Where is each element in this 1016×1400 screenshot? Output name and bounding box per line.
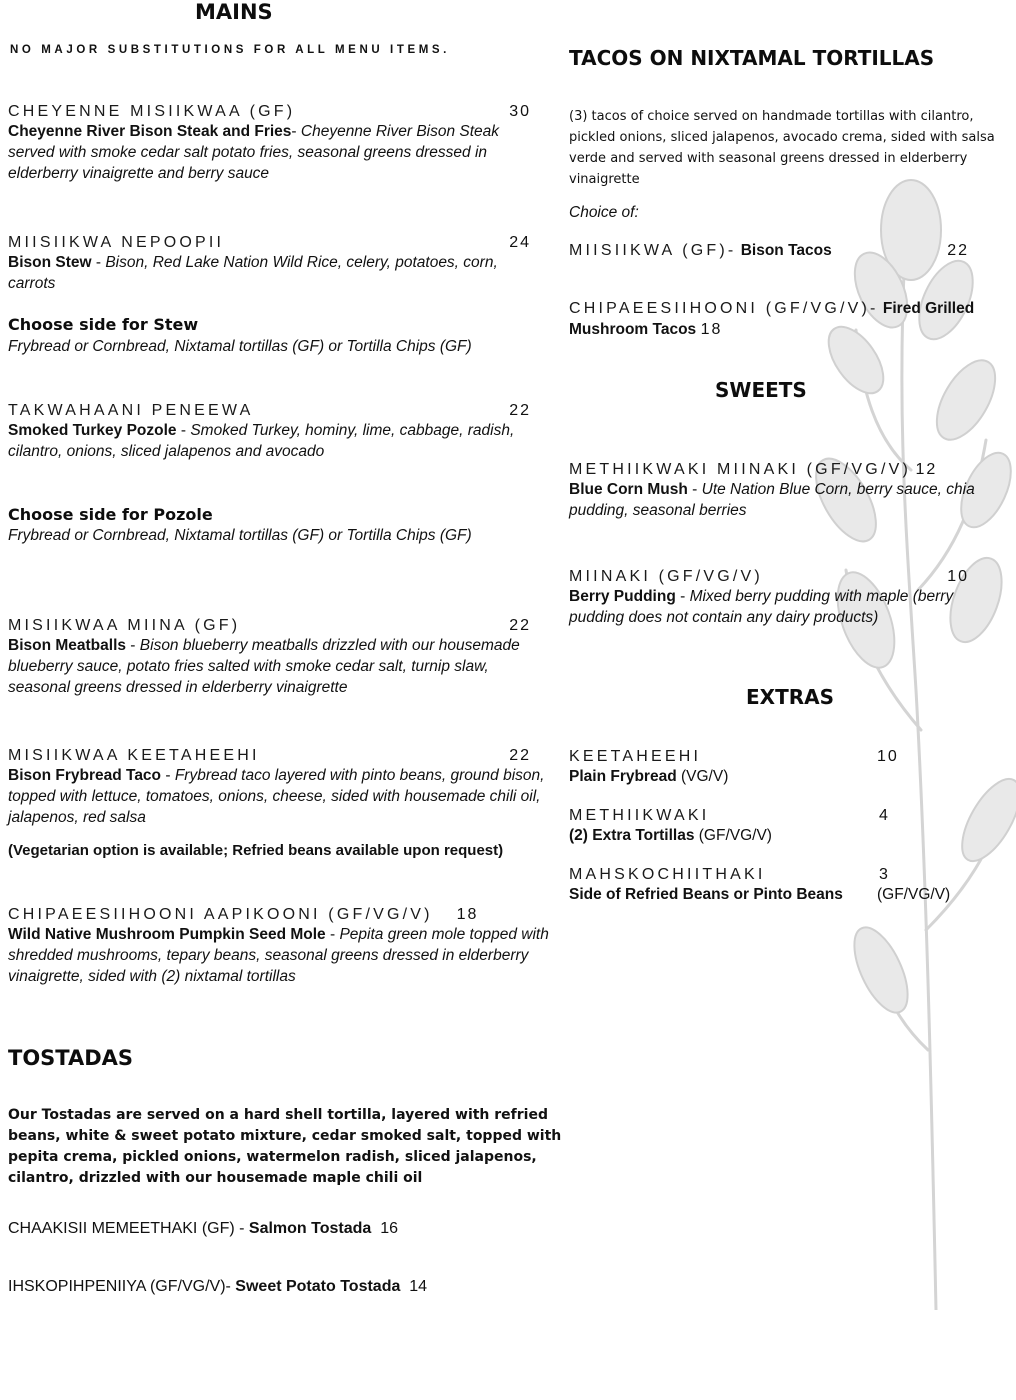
- sweet-price: 10: [947, 568, 969, 585]
- substitution-notice: NO MAJOR SUBSTITUTIONS FOR ALL MENU ITEMS.: [10, 44, 450, 56]
- item-separator: -: [325, 926, 340, 943]
- sweet-item: [569, 461, 989, 521]
- sweet-description: Ute Nation Blue Corn, berry sauce, chia pudding, seasonal berries: [569, 481, 975, 519]
- extra-name: Side of Refried Beans or Pinto Beans: [569, 886, 843, 903]
- item-description: Smoked Turkey, hominy, lime, cabbage, radish, cilantro, onions, sliced jalapenos and avocado: [8, 422, 515, 460]
- item-separator: -: [291, 123, 297, 140]
- item-native-name: MISIIKWAA KEETAHEEHI: [8, 747, 260, 764]
- tostada-native-name: IHSKOPIHPENIIYA (GF/VG/V)-: [8, 1278, 236, 1295]
- extra-tag: (GF/VG/V): [877, 886, 951, 903]
- sweet-description: Mixed berry pudding with maple (berry pudding does not contain any dairy products): [569, 588, 954, 626]
- sweet-separator: -: [687, 481, 702, 498]
- item-name: Smoked Turkey Pozole: [8, 422, 177, 439]
- sweets-heading: SWEETS: [715, 378, 807, 402]
- sweet-separator: -: [675, 588, 690, 605]
- menu-item: [8, 906, 553, 987]
- item-name: Bison Stew: [8, 254, 92, 271]
- item-native-name: MISIIKWAA MIINA (GF): [8, 617, 241, 634]
- item-separator: -: [176, 422, 191, 439]
- stew-side-title: Choose side for Stew: [8, 315, 199, 334]
- extra-tag: (GF/VG/V): [694, 827, 772, 844]
- extra-native-name: KEETAHEEHI: [569, 748, 702, 765]
- item-native-name: TAKWAHAANI PENEEWA: [8, 402, 254, 419]
- taco-item: [569, 242, 969, 260]
- taco-name: Fired Grilled: [878, 300, 975, 317]
- extra-price: 3: [879, 866, 890, 883]
- item-description: Frybread taco layered with pinto beans, ground bison, topped with lettuce, tomatoes, onions, cheese, sided with housemade chili oil, jalapenos, red salsa: [8, 767, 545, 826]
- extra-native-name: METHIIKWAKI: [569, 807, 710, 824]
- taco-item: [569, 300, 1014, 339]
- item-native-name: MIISIIKWA NEPOOPII: [8, 234, 225, 251]
- extra-native-name: MAHSKOCHIITHAKI: [569, 866, 766, 883]
- taco-native-name: MIISIIKWA (GF)-: [569, 242, 737, 259]
- extra-tag: (VG/V): [676, 768, 729, 785]
- tacos-heading: TACOS ON NIXTAMAL TORTILLAS: [569, 46, 935, 70]
- item-price: 22: [509, 747, 531, 764]
- taco-price: 22: [947, 242, 969, 259]
- tostada-native-name: CHAAKISII MEMEETHAKI (GF) -: [8, 1220, 249, 1237]
- sweet-price: 12: [915, 461, 938, 478]
- item-description: Pepita green mole topped with shredded mushrooms, tepary beans, seasonal greens dressed in elderberry vinaigrette, sided with (2) nixtamal tortillas: [8, 926, 549, 985]
- menu-item: [8, 617, 553, 698]
- item-native-name: CHEYENNE MISIIKWAA (GF): [8, 103, 296, 120]
- item-separator: -: [126, 637, 140, 654]
- extra-name: Plain Frybread: [569, 768, 677, 785]
- tostada-item: [8, 1278, 427, 1296]
- item-name: Bison Frybread Taco: [8, 767, 162, 784]
- item-native-name: CHIPAEESIIHOONI AAPIKOONI (GF/VG/V): [8, 906, 433, 923]
- menu-item: [8, 747, 553, 859]
- tacos-choice-label: Choice of:: [569, 204, 639, 221]
- item-price: 18: [456, 906, 479, 923]
- tacos-intro: (3) tacos of choice served on handmade tortillas with cilantro, pickled onions, sliced jalapenos, avocado crema, sided with salsa verde and served with seasonal greens dressed in elderberry vinaigrette: [569, 109, 995, 187]
- stew-side-options: Frybread or Cornbread, Nixtamal tortillas (GF) or Tortilla Chips (GF): [8, 338, 472, 355]
- item-note: (Vegetarian option is available; Refried beans available upon request): [8, 842, 504, 859]
- item-name: Cheyenne River Bison Steak and Fries: [8, 123, 292, 140]
- mains-heading: MAINS: [195, 0, 273, 24]
- taco-price: 18: [700, 321, 723, 338]
- item-separator: -: [91, 254, 106, 271]
- item-price: 24: [509, 234, 531, 251]
- sweet-native-name: METHIIKWAKI MIINAKI (GF/VG/V): [569, 461, 911, 478]
- item-price: 22: [509, 402, 531, 419]
- pozole-side-options: Frybread or Cornbread, Nixtamal tortillas (GF) or Tortilla Chips (GF): [8, 527, 472, 544]
- taco-name: Bison Tacos: [736, 242, 832, 259]
- item-separator: -: [161, 767, 175, 784]
- botanical-watermark-illustration: [786, 170, 1016, 1310]
- extra-item: [569, 807, 969, 846]
- item-name: Wild Native Mushroom Pumpkin Seed Mole: [8, 926, 326, 943]
- extra-name: (2) Extra Tortillas: [569, 827, 695, 844]
- tostada-price: 14: [409, 1278, 428, 1295]
- extra-item: [569, 748, 969, 787]
- menu-item: [8, 103, 553, 184]
- extra-price: 4: [879, 807, 890, 824]
- sweet-native-name: MIINAKI (GF/VG/V): [569, 568, 763, 585]
- item-description: Cheyenne River Bison Steak served with smoke cedar salt potato fries, seasonal greens dressed in elderberry vinaigrette and berry sauce: [8, 123, 500, 182]
- item-description: Bison, Red Lake Nation Wild Rice, celery, potatoes, corn, carrots: [8, 254, 498, 292]
- extra-price: 10: [877, 748, 899, 765]
- sweet-name: Berry Pudding: [569, 588, 676, 605]
- item-name: Bison Meatballs: [8, 637, 126, 654]
- tostadas-intro: Our Tostadas are served on a hard shell tortilla, layered with refried beans, white & sweet potato mixture, cedar smoked salt, topped with pepita crema, pickled onions, watermelon radish, sliced jalapenos, cilantro, drizzled with our housemade maple chili oil: [8, 1107, 562, 1186]
- sweet-item: [569, 568, 969, 628]
- tostada-name: Salmon Tostada: [248, 1220, 372, 1237]
- tostada-price: 16: [380, 1220, 398, 1237]
- item-price: 22: [509, 617, 531, 634]
- extras-heading: EXTRAS: [746, 685, 835, 709]
- sweet-name: Blue Corn Mush: [569, 481, 688, 498]
- taco-name-continued: Mushroom Tacos: [569, 321, 697, 338]
- tostadas-heading: TOSTADAS: [8, 1046, 134, 1070]
- menu-item: [8, 234, 553, 294]
- menu-item: [8, 402, 553, 462]
- item-price: 30: [509, 103, 531, 120]
- extra-item: [569, 866, 999, 905]
- item-description: Bison blueberry meatballs drizzled with our housemade blueberry sauce, potato fries salted with smoke cedar salt, turnip slaw, seasonal greens dressed in elderberry vinaigrette: [8, 637, 520, 696]
- taco-native-name: CHIPAEESIIHOONI (GF/VG/V)-: [569, 300, 879, 317]
- tostada-item: [8, 1220, 398, 1238]
- pozole-side-title: Choose side for Pozole: [8, 505, 213, 524]
- tostada-name: Sweet Potato Tostada: [235, 1278, 401, 1295]
